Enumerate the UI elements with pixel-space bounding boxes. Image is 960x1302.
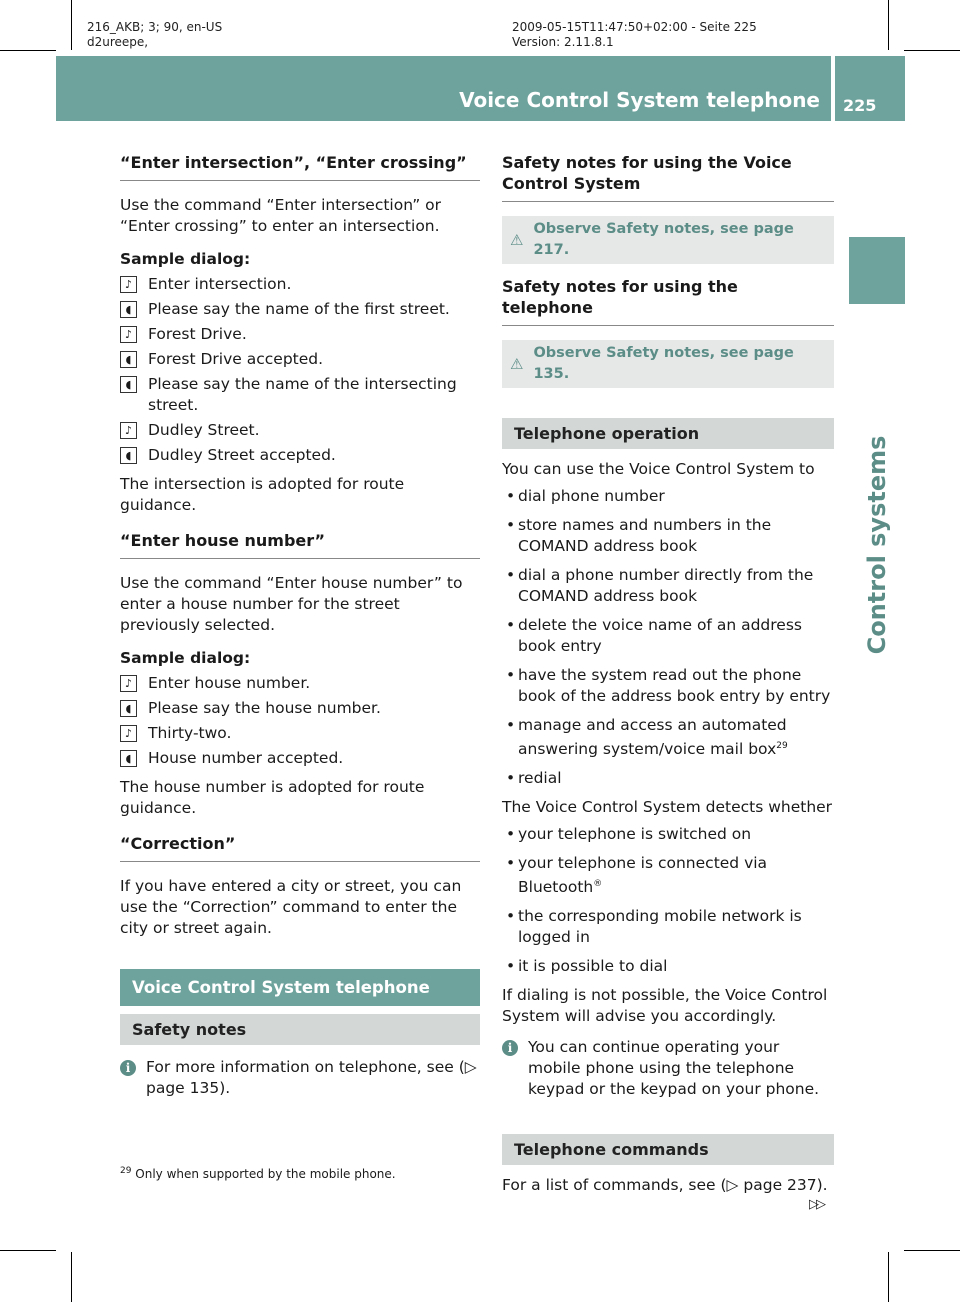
page-number: 225 [843, 96, 877, 115]
paragraph: For a list of commands, see (▷ page 237). [502, 1176, 828, 1195]
warning-text: Observe Safety notes, see page 217. [533, 221, 794, 258]
meta-line: 216_AKB; 3; 90, en-US [87, 20, 223, 34]
list-item [502, 515, 834, 557]
list-item-text: the corresponding mobile network is logged in [518, 907, 802, 947]
sample-dialog-label: Sample dialog: [120, 250, 251, 268]
list-item-text: your telephone is switched on [518, 825, 752, 844]
list-item [502, 715, 834, 760]
dialog-line [120, 324, 480, 345]
speaker-user-icon: ♪ [120, 326, 137, 343]
dialog-text: Enter house number. [148, 674, 311, 692]
list-item [502, 956, 834, 977]
speaker-system-icon: ◖ [120, 351, 137, 368]
warning-triangle-icon: ⚠ [510, 354, 524, 373]
dialog-text: Please say the name of the first street. [148, 300, 450, 318]
info-text: You can continue operating your mobile phone using the telephone keypad or the keypad on your phone. [528, 1038, 820, 1099]
info-text: For more information on telephone, see (▷ page 135). [146, 1058, 477, 1097]
list-item-text: your telephone is connected via Bluetooth [518, 854, 768, 897]
dialog-line [120, 374, 480, 416]
left-column [120, 152, 480, 1099]
footnote-text: Only when supported by the mobile phone. [135, 1167, 396, 1181]
dialog-text: Dudley Street accepted. [148, 446, 336, 464]
info-icon: i [120, 1060, 136, 1076]
section-heading: “Enter intersection”, “Enter crossing” [120, 152, 480, 181]
dialog-text: Dudley Street. [148, 421, 260, 439]
chapter-bar: Voice Control System telephone [120, 969, 480, 1006]
warning-text: Observe Safety notes, see page 135. [533, 345, 794, 382]
speaker-system-icon: ◖ [120, 376, 137, 393]
list-item [502, 486, 834, 507]
speaker-system-icon: ◖ [120, 750, 137, 767]
list-item [502, 906, 834, 948]
paragraph: You can use the Voice Control System to [502, 460, 815, 478]
speaker-user-icon: ♪ [120, 276, 137, 293]
dialog-line [120, 349, 480, 370]
dialog-text: Forest Drive. [148, 325, 247, 343]
paragraph: Use the command “Enter house number” to enter a house number for the street previously selected. [120, 574, 463, 634]
print-meta-left [87, 20, 222, 50]
right-column [502, 152, 834, 1196]
dialog-text: House number accepted. [148, 749, 344, 767]
list-item-text: store names and numbers in the COMAND address book [518, 516, 772, 555]
crop-mark [71, 0, 72, 50]
section-heading: “Correction” [120, 833, 480, 862]
dialog-line [120, 748, 480, 769]
subsection-bar: Telephone operation [502, 418, 834, 449]
warning-triangle-icon: ⚠ [510, 230, 524, 249]
list-item [502, 665, 834, 707]
dialog-line [120, 723, 480, 744]
paragraph: Use the command “Enter intersection” or “Enter crossing” to enter an intersection. [120, 196, 442, 235]
info-icon: i [502, 1040, 518, 1056]
speaker-system-icon: ◖ [120, 700, 137, 717]
registered-mark: ® [593, 879, 603, 890]
crop-mark [904, 50, 960, 51]
paragraph: The intersection is adopted for route guidance. [120, 475, 405, 514]
side-tab-marker [849, 237, 905, 304]
list-item-text: redial [518, 769, 562, 788]
list-item-text: delete the voice name of an address book entry [518, 616, 802, 655]
speaker-user-icon: ♪ [120, 725, 137, 742]
dialog-text: Please say the name of the intersecting street. [148, 375, 457, 414]
sample-dialog-label: Sample dialog: [120, 649, 251, 667]
speaker-user-icon: ♪ [120, 675, 137, 692]
speaker-user-icon: ♪ [120, 422, 137, 439]
meta-line: Version: 2.11.8.1 [512, 35, 614, 49]
list-item-text: it is possible to dial [518, 957, 668, 976]
crop-mark [0, 1250, 56, 1251]
section-heading: Safety notes for using the telephone [502, 276, 834, 326]
list-item [502, 615, 834, 657]
dialog-text: Forest Drive accepted. [148, 350, 324, 368]
dialog-text: Please say the house number. [148, 699, 381, 717]
dialog-line [120, 420, 480, 441]
warning-note [502, 340, 834, 388]
continue-arrow-icon: ▷▷ [809, 1197, 823, 1212]
header-title: Voice Control System telephone [459, 88, 820, 112]
list-item [502, 565, 834, 607]
sample-dialog [120, 673, 480, 769]
detection-list [502, 824, 834, 977]
side-tab-label: Control systems [863, 435, 891, 655]
crop-mark [888, 1252, 889, 1302]
section-heading: Safety notes for using the Voice Control System [502, 152, 834, 202]
footnote-mark: 29 [776, 741, 788, 751]
crop-mark [71, 1252, 72, 1302]
sample-dialog [120, 274, 480, 466]
dialog-line [120, 299, 480, 320]
speaker-system-icon: ◖ [120, 301, 137, 318]
dialog-line [120, 673, 480, 694]
list-item-text: have the system read out the phone book of the address book entry by entry [518, 666, 831, 705]
paragraph: The house number is adopted for route guidance. [120, 778, 425, 817]
dialog-line [120, 445, 480, 466]
print-meta-right [512, 20, 757, 50]
list-item [502, 768, 834, 789]
list-item [502, 853, 834, 898]
dialog-line [120, 698, 480, 719]
speaker-system-icon: ◖ [120, 447, 137, 464]
subsection-bar: Safety notes [120, 1014, 480, 1045]
footnote-mark: 29 [120, 1166, 132, 1176]
crop-mark [904, 1250, 960, 1251]
dialog-text: Enter intersection. [148, 275, 292, 293]
dialog-line [120, 274, 480, 295]
meta-line: 2009-05-15T11:47:50+02:00 - Seite 225 [512, 20, 757, 34]
dialog-text: Thirty-two. [148, 724, 232, 742]
info-note [502, 1037, 834, 1100]
crop-mark [888, 0, 889, 50]
warning-note [502, 216, 834, 264]
list-item [502, 824, 834, 845]
paragraph: If dialing is not possible, the Voice Control System will advise you accordingly. [502, 986, 828, 1026]
feature-list [502, 486, 834, 789]
meta-line: d2ureepe, [87, 35, 149, 49]
crop-mark [0, 50, 56, 51]
section-heading: “Enter house number” [120, 530, 480, 559]
subsection-bar: Telephone commands [502, 1134, 834, 1165]
list-item-text: manage and access an automated answering system/voice mail box [518, 716, 787, 759]
paragraph: If you have entered a city or street, you can use the “Correction” command to enter the city or street again. [120, 877, 462, 937]
list-item-text: dial a phone number directly from the COMAND address book [518, 566, 814, 605]
list-item-text: dial phone number [518, 487, 665, 505]
footnote [120, 1166, 396, 1181]
paragraph: The Voice Control System detects whether [502, 798, 833, 817]
info-note [120, 1057, 480, 1099]
